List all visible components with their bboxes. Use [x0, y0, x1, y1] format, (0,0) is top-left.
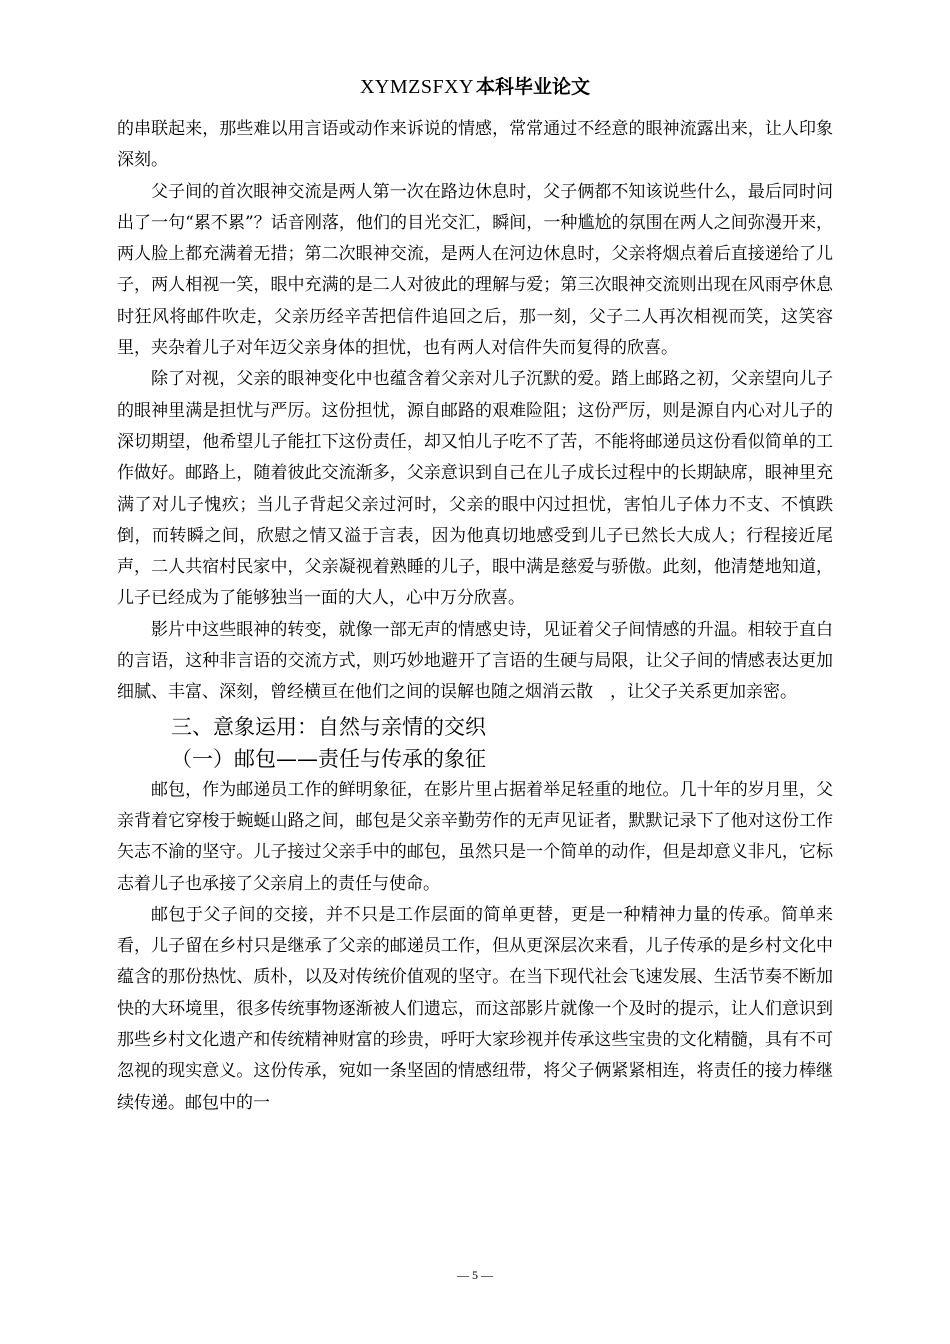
paragraph-gaze-transformation: 影片中这些眼神的转变，就像一部无声的情感史诗，见证着父子间情感的升温。相较于直白的言语，这种非言语的交流方式，则巧妙地避开了言语的生硬与局限，让父子间的情感表达更加细腻、丰富、深刻，曾经横亘在他们之间的误解也随之烟消云散 ，让父子关系更加亲密。 — [117, 619, 833, 703]
paragraph-continued: 的串联起来，那些难以用言语或动作来诉说的情感，常常通过不经意的眼神流露出来，让人印象深刻。 — [117, 119, 833, 171]
page-header — [0, 72, 950, 101]
subsection-heading: （一）邮包——责任与传承的象征 — [171, 746, 486, 771]
paragraph-mailbag-inheritance: 邮包于父子间的交接，并不只是工作层面的简单更替，更是一种精神力量的传承。简单来看，儿子留在乡村只是继承了父亲的邮递员工作，但从更深层次来看，儿子传承的是乡村文化中蕴含的那份热忱、质朴，以及对传统价值观的坚守。在当下现代社会飞速发展、生活节奏不断加快的大环境里，很多传统事物逐渐被人们遗忘，而这部影片就像一个及时的提示，让人们意识到那些乡村文化遗产和传统精神财富的珍贵，呼吁大家珍视并传承这些宝贵的文化精髓，具有不可忽视的现实意义。这份传承，宛如一条坚固的情感纽带，将父子俩紧紧相连，将责任的接力棒继续传递。邮包中的一 — [117, 904, 833, 1113]
section-heading: 三、意象运用：自然与亲情的交织 — [171, 714, 486, 739]
page-body — [117, 114, 833, 1119]
paragraph-first-eye-contact: 父子间的首次眼神交流是两人第一次在路边休息时，父子俩都不知该说些什么，最后同时问出了一句“累不累”？话音刚落，他们的目光交汇，瞬间，一种尴尬的氛围在两人之间弥漫开来，两人脸上都充满着无措；第二次眼神交流，是两人在河边休息时，父亲将烟点着后直接递给了儿子，两人相视一笑，眼中充满的是二人对彼此的理解与爱；第三次眼神交流则出现在风雨亭休息时狂风将邮件吹走，父亲历经辛苦把信件追回之后，那一刻，父子二人再次相视而笑，这笑容里，夹杂着儿子对年迈父亲身体的担忧，也有两人对信件失而复得的欣喜。 — [117, 181, 833, 359]
header-code: XYMZSFXY — [359, 76, 474, 98]
page-number: — 5 — — [457, 1268, 493, 1282]
paragraph-father-gaze: 除了对视，父亲的眼神变化中也蕴含着父亲对儿子沉默的爱。踏上邮路之初，父亲望向儿子的眼神里满是担忧与严厉。这份担忧，源自邮路的艰难险阻；这份严厉，则是源自内心对儿子的深切期望，他希望儿子能扛下这份责任，却又怕儿子吃不了苦，不能将邮递员这份看似简单的工作做好。邮路上，随着彼此交流渐多，父亲意识到自己在儿子成长过程中的长期缺席，眼神里充满了对儿子愧疚；当儿子背起父亲过河时，父亲的眼中闪过担忧，害怕儿子体力不支、不慎跌倒，而转瞬之间，欣慰之情又溢于言表，因为他真切地感受到儿子已然长大成人；行程接近尾声，二人共宿村民家中，父亲凝视着熟睡的儿子，眼中满是慈爱与骄傲。此刻，他清楚地知道，儿子已经成为了能够独当一面的大人，心中万分欣喜。 — [117, 369, 833, 609]
paragraph-mailbag-symbol: 邮包，作为邮递员工作的鲜明象征，在影片里占据着举足轻重的地位。几十年的岁月里，父亲背着它穿梭于蜿蜒山路之间，邮包是父亲辛勤劳作的无声见证者，默默记录下了他对这份工作矢志不渝的坚守。儿子接过父亲手中的邮包，虽然只是一个简单的动作，但是却意义非凡，它标志着儿子也承接了父亲肩上的责任与使命。 — [117, 779, 833, 894]
header-label: 本科毕业论文 — [476, 76, 591, 98]
